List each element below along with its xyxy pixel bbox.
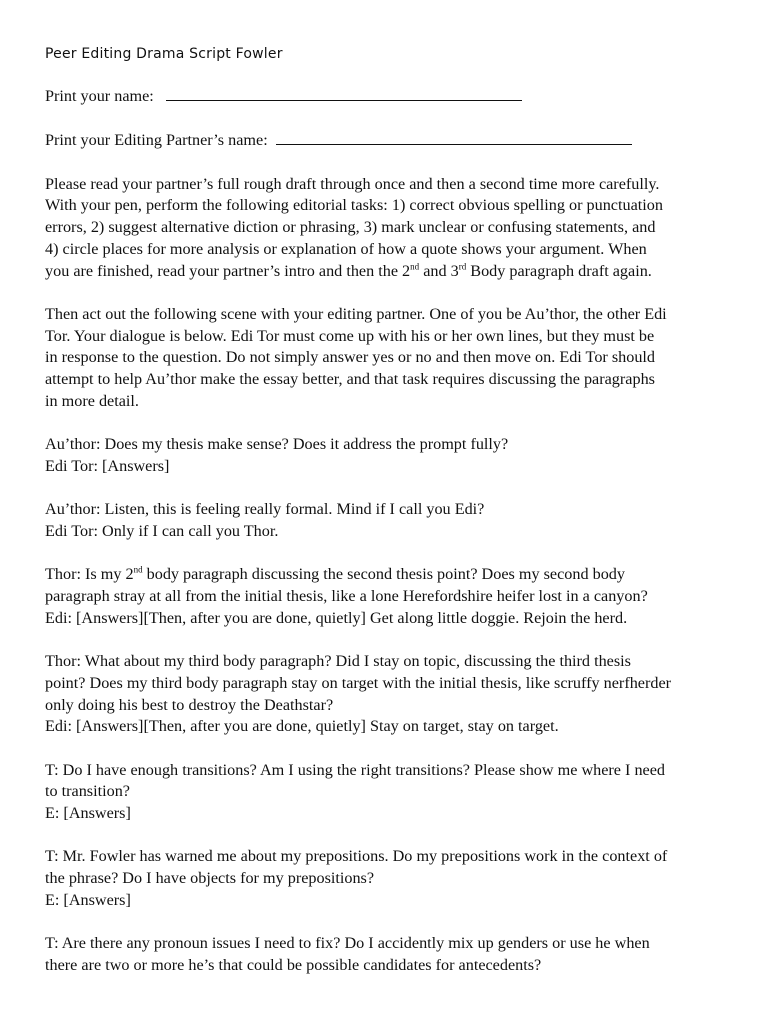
dialogue-line: Edi: [Answers][Then, after you are done, quietly] Get along little doggie. Rejoin the herd. <box>45 608 628 627</box>
dialogue-line: paragraph stray at all from the initial thesis, like a lone Herefordshire heifer lost in a canyon? <box>45 587 648 606</box>
instructions-line <box>45 261 735 283</box>
dialogue-block <box>45 846 735 911</box>
dialogue-line <box>45 564 735 586</box>
dialogue-block <box>45 499 735 542</box>
dialogue-line: E: [Answers] <box>45 890 131 909</box>
instructions-text: you are finished, read your partner’s intro and then the 2 <box>45 261 411 280</box>
instructions-line: With your pen, perform the following editorial tasks: 1) correct obvious spelling or punctuation <box>45 196 663 215</box>
dialogue-line: Au’thor: Does my thesis make sense? Does it address the prompt fully? <box>45 435 509 454</box>
scene-intro-line: in more detail. <box>45 391 139 410</box>
document-page <box>45 44 735 998</box>
dialogue-block <box>45 933 735 976</box>
scene-intro-paragraph <box>45 304 735 413</box>
document-title: Peer Editing Drama Script Fowler <box>45 46 283 62</box>
dialogue-line: to transition? <box>45 782 130 801</box>
scene-intro-line: in response to the question. Do not simply answer yes or no and then move on. Edi Tor should <box>45 348 656 367</box>
instructions-line: Please read your partner’s full rough draft through once and then a second time more carefully. <box>45 174 660 193</box>
dialogue-line: T: Mr. Fowler has warned me about my prepositions. Do my prepositions work in the context of <box>45 847 668 866</box>
dialogue-line: T: Are there any pronoun issues I need to fix? Do I accidently mix up genders or use he when <box>45 934 650 953</box>
dialogue-text: Thor: Is my 2 <box>45 565 134 584</box>
dialogue-line: Edi Tor: [Answers] <box>45 456 170 475</box>
dialogue-line: the phrase? Do I have objects for my prepositions? <box>45 869 375 888</box>
ordinal-suffix: nd <box>133 564 143 575</box>
dialogue-line: there are two or more he’s that could be possible candidates for antecedents? <box>45 955 542 974</box>
instructions-line: 4) circle places for more analysis or explanation of how a quote shows your argument. When <box>45 239 647 258</box>
dialogue-line: only doing his best to destroy the Deathstar? <box>45 695 334 714</box>
scene-intro-line: Then act out the following scene with your editing partner. One of you be Au’thor, the other Edi <box>45 304 667 323</box>
scene-intro-line: Tor. Your dialogue is below. Edi Tor must come up with his or her own lines, but they must be <box>45 326 655 345</box>
dialogue-block <box>45 564 735 629</box>
print-partner-blank <box>276 129 632 145</box>
print-partner-label: Print your Editing Partner’s name: <box>45 131 268 150</box>
instructions-text: Body paragraph draft again. <box>466 261 652 280</box>
dialogue-block <box>45 434 735 477</box>
instructions-paragraph <box>45 174 735 283</box>
dialogue-line: Au’thor: Listen, this is feeling really formal. Mind if I call you Edi? <box>45 500 485 519</box>
dialogue-line: E: [Answers] <box>45 804 131 823</box>
print-name-line <box>45 85 735 108</box>
print-partner-line <box>45 129 735 152</box>
dialogue-text: body paragraph discussing the second thesis point? Does my second body <box>142 565 625 584</box>
instructions-text: and 3 <box>419 261 459 280</box>
print-name-blank <box>166 85 522 101</box>
print-name-label: Print your name: <box>45 87 154 105</box>
dialogue-block <box>45 760 735 825</box>
scene-intro-line: attempt to help Au’thor make the essay better, and that task requires discussing the paragraphs <box>45 370 655 389</box>
dialogue-line: point? Does my third body paragraph stay on target with the initial thesis, like scruffy nerfherder <box>45 673 672 692</box>
ordinal-suffix: nd <box>410 261 420 272</box>
dialogue-line: T: Do I have enough transitions? Am I using the right transitions? Please show me where I need <box>45 760 666 779</box>
dialogue-line: Edi Tor: Only if I can call you Thor. <box>45 521 279 540</box>
instructions-line: errors, 2) suggest alternative diction or phrasing, 3) mark unclear or confusing statements, and <box>45 218 656 237</box>
ordinal-suffix: rd <box>458 261 467 272</box>
dialogue-block <box>45 651 735 738</box>
dialogue-line: Edi: [Answers][Then, after you are done, quietly] Stay on target, stay on target. <box>45 717 559 736</box>
dialogue-line: Thor: What about my third body paragraph? Did I stay on topic, discussing the third thesis <box>45 652 631 671</box>
